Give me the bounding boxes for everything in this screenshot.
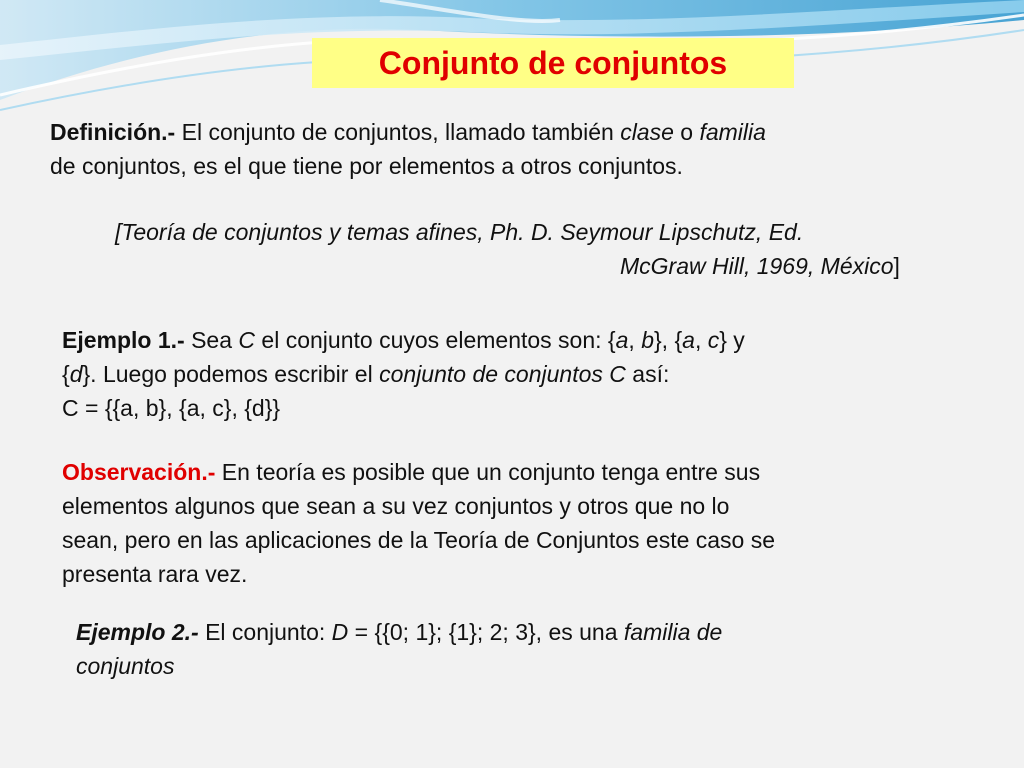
example1-var: C <box>238 327 256 353</box>
example1-text: , <box>694 327 708 353</box>
example1-equation: C = {{a, b}, {a, c}, {d}} <box>62 395 281 421</box>
observation-line-3: sean, pero en las aplicaciones de la Teoría de Conjuntos este caso se <box>62 527 776 553</box>
example1-label: Ejemplo 1.- <box>62 327 185 353</box>
definition-text-2: o <box>673 119 700 145</box>
example2-text: = {{0; 1}; {1}; 2; 3}, es una <box>348 619 624 645</box>
definition-text-3: de conjuntos, es el que tiene por elementos a otros conjuntos. <box>50 153 683 179</box>
example1-text: }, { <box>653 327 683 353</box>
observation-line-1: En teoría es posible que un conjunto tenga entre sus <box>215 459 761 485</box>
example2-term: familia de <box>623 619 723 645</box>
example2-label: Ejemplo 2.- <box>76 619 199 645</box>
example2-paragraph <box>76 615 976 683</box>
slide-title: Conjunto de conjuntos <box>378 45 728 81</box>
example1-text: { <box>62 361 70 387</box>
example1-var: a <box>682 327 695 353</box>
definition-text-1: El conjunto de conjuntos, llamado también <box>175 119 621 145</box>
example1-text: el conjunto cuyos elementos son: { <box>255 327 616 353</box>
example1-var: a <box>615 327 629 353</box>
citation-line-1: [Teoría de conjuntos y temas afines, Ph. D. Seymour Lipschutz, Ed. <box>115 219 804 245</box>
example2-term: conjuntos <box>76 653 175 679</box>
example1-paragraph <box>62 323 962 425</box>
example1-var: d <box>69 361 83 387</box>
definition-term-familia: familia <box>699 119 766 145</box>
title-box <box>312 38 794 88</box>
definition-term-clase: clase <box>620 119 674 145</box>
example2-var: D <box>331 619 349 645</box>
definition-paragraph <box>50 115 970 183</box>
example1-text: así: <box>625 361 670 387</box>
example1-text: }. Luego podemos escribir el <box>82 361 380 387</box>
example1-text: } y <box>719 327 745 353</box>
observation-line-4: presenta rara vez. <box>62 561 248 587</box>
example1-phrase: conjunto de conjuntos C <box>379 361 626 387</box>
observation-label: Observación.- <box>62 459 216 485</box>
citation-line-2-row <box>115 249 975 283</box>
example1-var: b <box>641 327 654 353</box>
example1-var: c <box>707 327 720 353</box>
example1-text: , <box>628 327 642 353</box>
observation-line-2: elementos algunos que sean a su vez conjuntos y otros que no lo <box>62 493 730 519</box>
definition-label: Definición.- <box>50 119 176 145</box>
example1-text: Sea <box>184 327 239 353</box>
observation-paragraph <box>62 455 982 591</box>
citation-close-bracket: ] <box>893 253 900 279</box>
citation-line-2: McGraw Hill, 1969, México <box>620 253 894 279</box>
example2-text: El conjunto: <box>198 619 332 645</box>
citation <box>115 215 975 283</box>
